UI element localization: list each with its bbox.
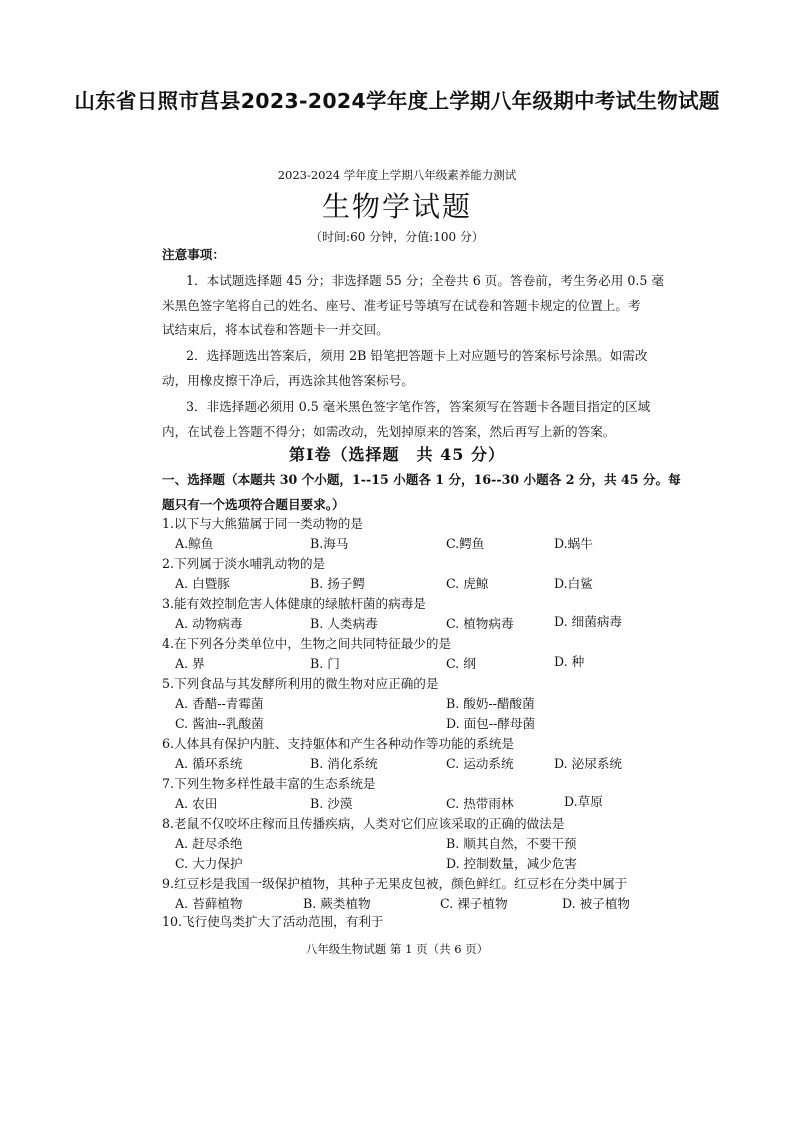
notice-line: 动，用橡皮擦干净后，再选涂其他答案标号。 — [162, 373, 414, 388]
option-a: A. 赶尽杀绝 — [175, 836, 243, 851]
option-a: A. 白暨豚 — [175, 576, 230, 591]
question-stem: 3.能有效控制危害人体健康的绿脓杆菌的病毒是 — [162, 596, 426, 611]
notice-line: 3．非选择题必须用 0.5 毫米黑色签字笔作答，答案须写在答题卡各题目指定的区域 — [186, 399, 651, 414]
question-stem: 4.在下列各分类单位中，生物之间共同特征最少的是 — [162, 636, 452, 651]
option-c: C. 纲 — [446, 656, 476, 671]
option-c: C. 裸子植物 — [440, 896, 508, 911]
page-footer: 八年级生物试题 第 1 页（共 6 页） — [305, 942, 489, 956]
notice-line: 内，在试卷上答题不得分；如需改动，先划掉原来的答案，然后再写上新的答案。 — [162, 424, 616, 439]
question-stem: 8.老鼠不仅咬坏庄稼而且传播疾病，人类对它们应该采取的正确的做法是 — [162, 816, 565, 831]
question-stem: 10.飞行使鸟类扩大了活动范围，有利于 — [162, 914, 384, 929]
option-a: A.鲸鱼 — [175, 536, 214, 551]
question-stem: 2.下列属于淡水哺乳动物的是 — [162, 556, 326, 571]
option-c: C. 热带雨林 — [446, 796, 514, 811]
option-c: C. 运动系统 — [446, 756, 514, 771]
option-a: A. 农田 — [175, 796, 218, 811]
option-b: B. 人类病毒 — [310, 616, 378, 631]
option-a: A. 循环系统 — [175, 756, 243, 771]
option-c: C.鳄鱼 — [446, 536, 485, 551]
question-stem: 7.下列生物多样性最丰富的生态系统是 — [162, 776, 376, 791]
section-instructions: 题只有一个选项符合题目要求。） — [162, 497, 345, 512]
option-c: C. 酱油--乳酸菌 — [175, 716, 264, 731]
option-b: B. 消化系统 — [310, 756, 378, 771]
option-b: B. 酸奶--醋酸菌 — [446, 696, 535, 711]
notice-line: 2．选择题选出答案后，须用 2B 铅笔把答题卡上对应题号的答案标号涂黑。如需改 — [186, 348, 648, 363]
option-b: B. 门 — [310, 656, 340, 671]
option-d: D. 被子植物 — [562, 896, 631, 911]
option-c: C. 植物病毒 — [446, 616, 514, 631]
option-d: D.草原 — [564, 794, 603, 809]
exam-time-score: （时间:60 分钟，分值:100 分） — [310, 230, 484, 244]
option-d: D.蜗牛 — [554, 536, 593, 551]
notice-line: 1．本试题选择题 45 分；非选择题 55 分；全卷共 6 页。答卷前，考生务必用 0.5 毫 — [186, 273, 664, 288]
notice-heading: 注意事项： — [162, 247, 225, 262]
option-b: B. 沙漠 — [310, 796, 353, 811]
document-title: 山东省日照市莒县2023-2024学年度上学期八年级期中考试生物试题 — [74, 89, 720, 113]
option-d: D. 泌尿系统 — [554, 756, 623, 771]
exam-subtitle: 2023-2024 学年度上学期八年级素养能力测试 — [277, 168, 517, 182]
notice-line: 试结束后，将本试卷和答题卡一并交回。 — [162, 322, 389, 337]
option-d: D. 控制数量，减少危害 — [446, 856, 577, 871]
option-d: D.白鲨 — [554, 576, 593, 591]
question-stem: 5.下列食品与其发酵所利用的微生物对应正确的是 — [162, 676, 439, 691]
question-stem: 9.红豆杉是我国一级保护植物，其种子无果皮包被，颜色鲜红。红豆杉在分类中属于 — [162, 876, 628, 891]
option-a: A. 动物病毒 — [175, 616, 243, 631]
option-c: C. 大力保护 — [175, 856, 243, 871]
option-b: B. 蕨类植物 — [303, 896, 371, 911]
section-title: 第Ⅰ卷（选择题 共 45 分） — [289, 445, 505, 464]
option-d: D. 面包--酵母菌 — [446, 716, 536, 731]
option-b: B. 扬子鳄 — [310, 576, 366, 591]
question-stem: 6.人体具有保护内脏、支持躯体和产生各种动作等功能的系统是 — [162, 736, 515, 751]
option-a: A. 苔藓植物 — [175, 896, 243, 911]
notice-line: 米黑色签字笔将自己的姓名、座号、准考证号等填写在试卷和答题卡规定的位置上。考 — [162, 298, 641, 313]
option-b: B.海马 — [310, 536, 349, 551]
section-instructions: 一、选择题（本题共 30 个小题，1--15 小题各 1 分，16--30 小题各 2 分，共 45 分。每 — [162, 472, 681, 487]
option-d: D. 细菌病毒 — [554, 614, 623, 629]
option-c: C. 虎鲸 — [446, 576, 489, 591]
question-stem: 1.以下与大熊猫属于同一类动物的是 — [162, 516, 363, 531]
option-b: B. 顺其自然，不要干预 — [446, 836, 577, 851]
exam-main-title: 生物学试题 — [321, 190, 472, 223]
option-a: A. 香醋--青霉菌 — [175, 696, 264, 711]
option-a: A. 界 — [175, 656, 205, 671]
option-d: D. 种 — [554, 654, 585, 669]
